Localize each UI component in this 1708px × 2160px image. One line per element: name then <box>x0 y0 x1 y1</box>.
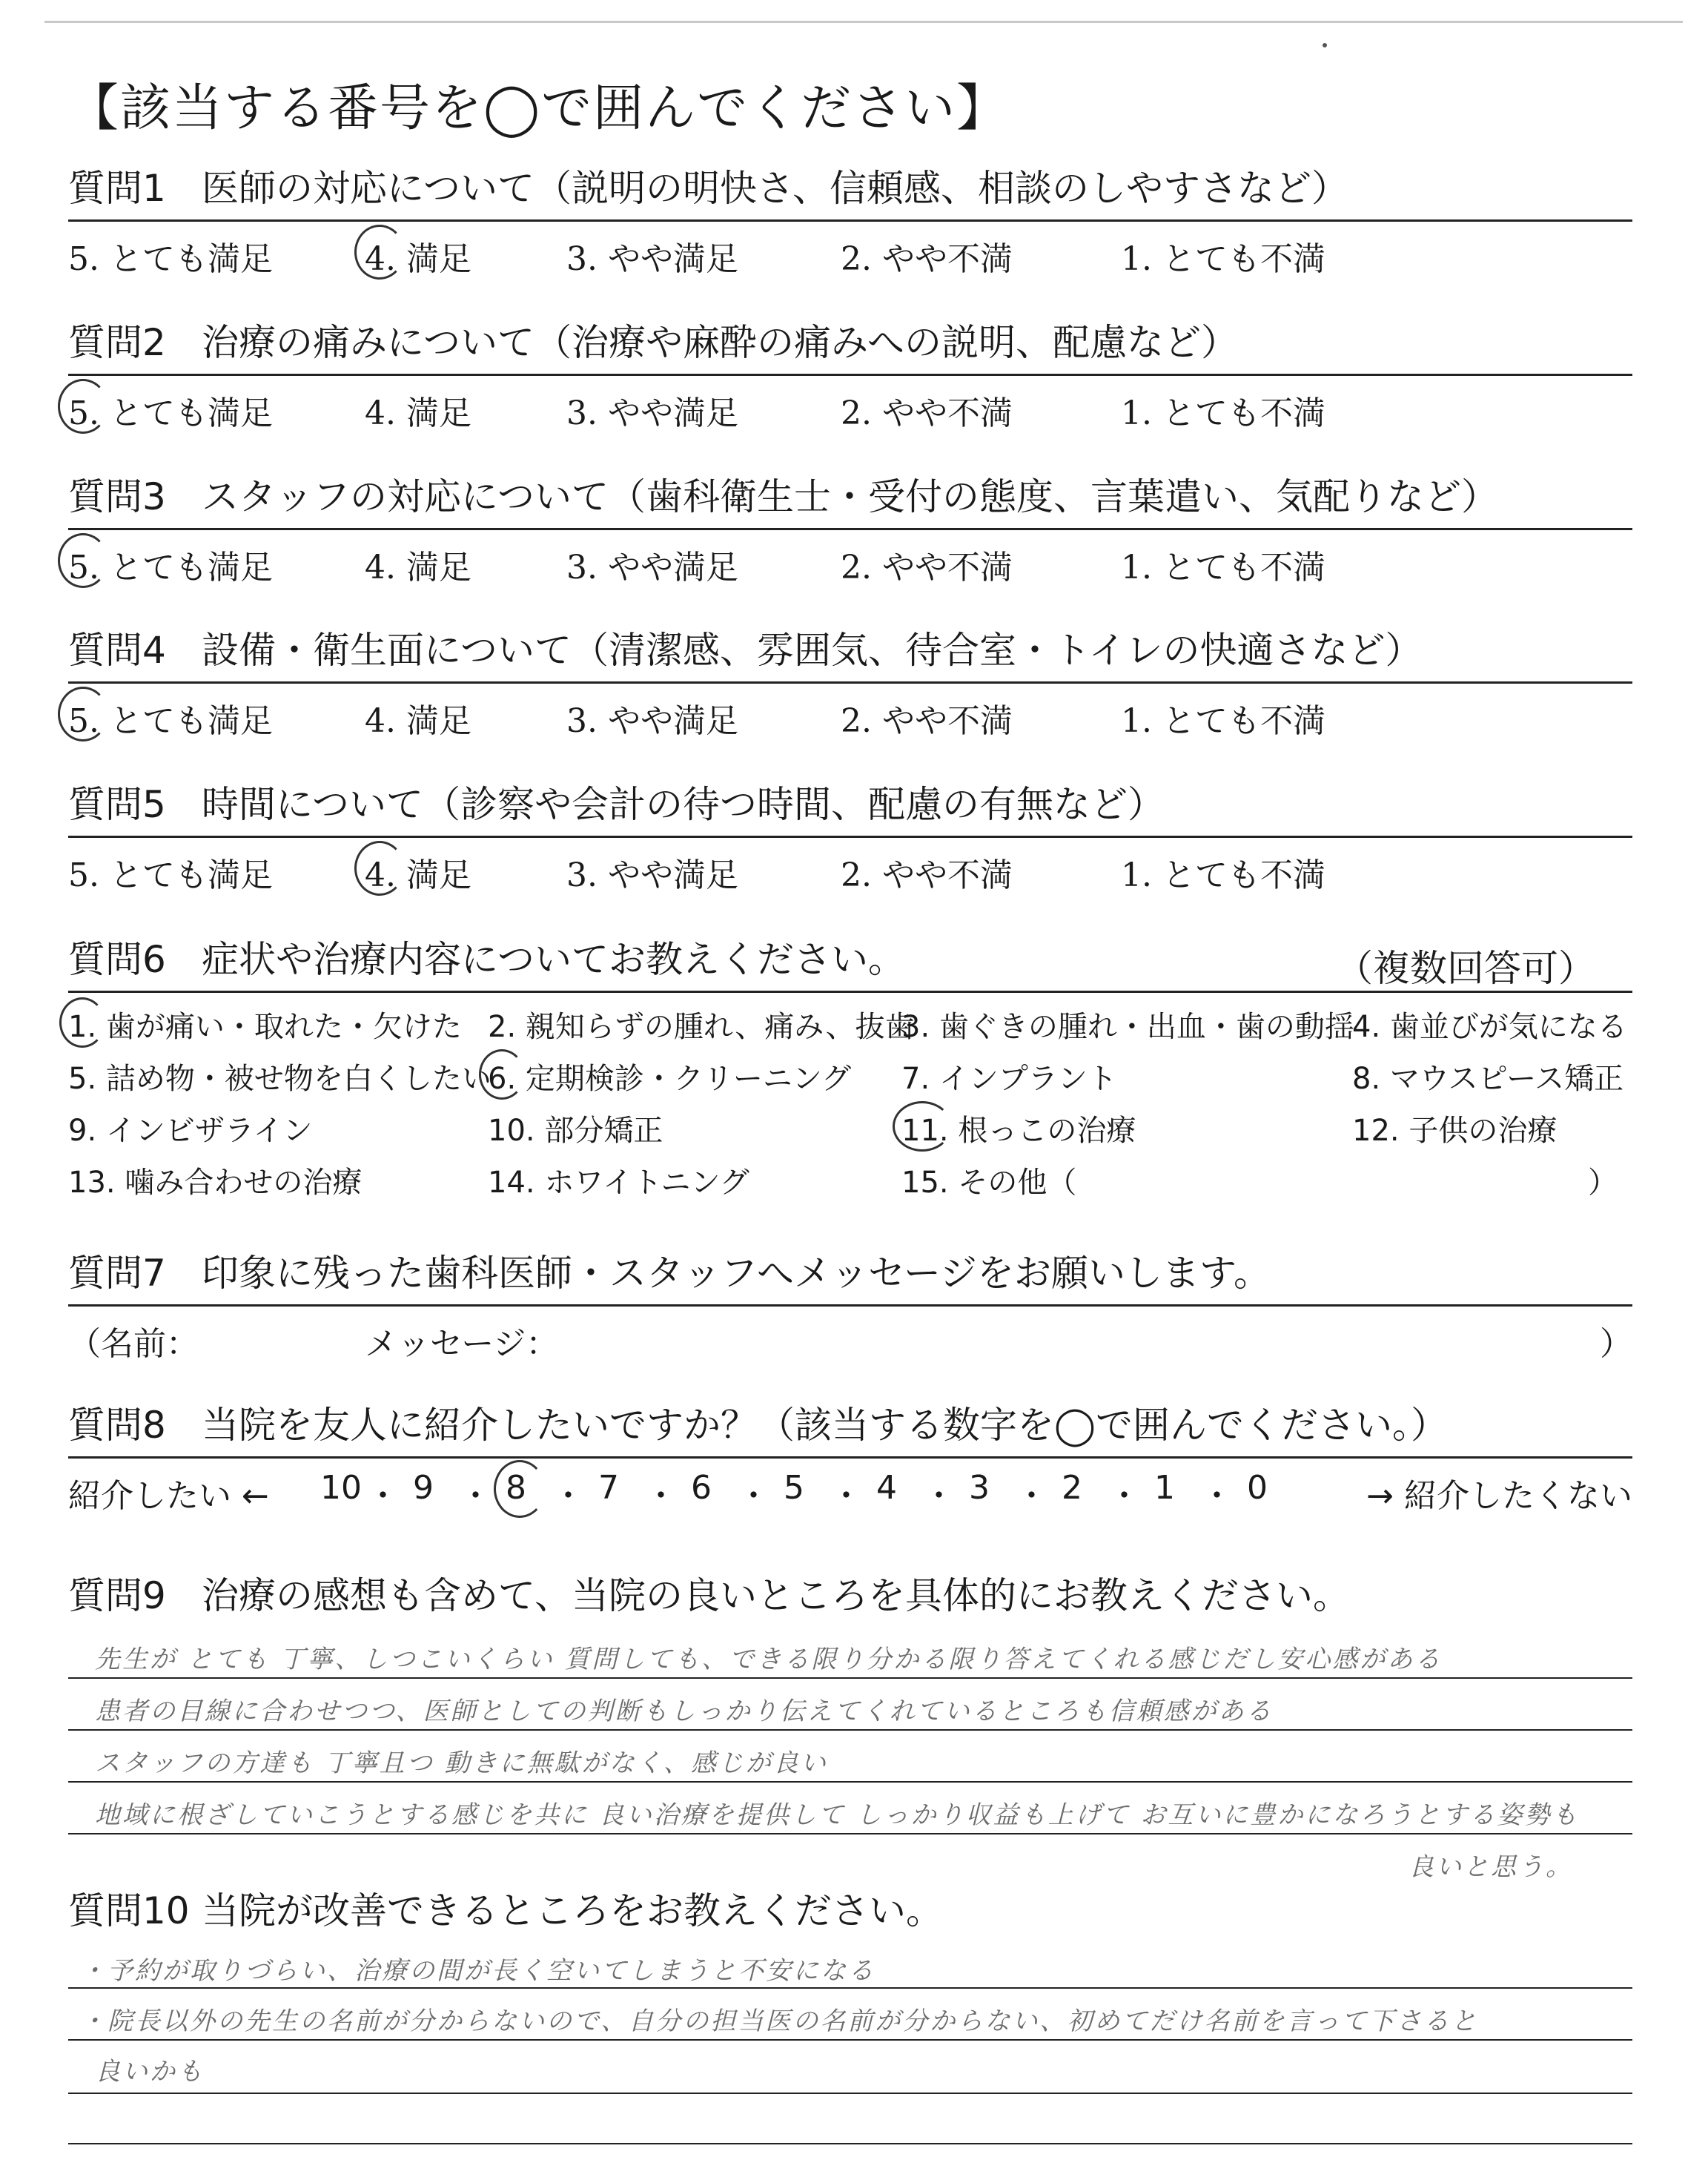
question-number: 質問2 <box>68 321 166 364</box>
instruction-header: 【該当する番号を◯で囲んでください】 <box>68 79 1009 138</box>
symptom-option[interactable]: 13. 噛み合わせの治療 <box>68 1166 363 1200</box>
scale-value[interactable]: 6 <box>691 1469 712 1507</box>
question-10 <box>68 1887 1632 1935</box>
scale-separator: ・ <box>459 1477 492 1515</box>
rating-option[interactable]: 3. やや満足 <box>566 856 738 894</box>
rating-option[interactable]: 3. やや満足 <box>566 549 738 587</box>
scale-value[interactable]: 4 <box>876 1469 897 1507</box>
rating-option[interactable]: 5. とても満足 <box>68 702 273 740</box>
selection-circle <box>354 225 405 280</box>
writing-line <box>68 1781 1632 1783</box>
question-title: 治療の感想も含めて、当院の良いところを具体的にお教えください。 <box>202 1574 1350 1617</box>
question-1 <box>68 165 1632 278</box>
rating-option[interactable]: 3. やや満足 <box>566 702 738 740</box>
rating-option[interactable]: 4. 満足 <box>365 549 471 587</box>
rating-option[interactable]: 5. とても満足 <box>68 549 273 587</box>
scale-value[interactable]: 2 <box>1062 1469 1082 1507</box>
question-9 <box>68 1572 1632 1619</box>
question-title: 治療の痛みについて（治療や麻酔の痛みへの説明、配慮など） <box>202 321 1238 364</box>
scale-separator: ・ <box>552 1477 585 1515</box>
handwritten-answer: スタッフの方達も 丁寧且つ 動きに無駄がなく、感じが良い <box>95 1748 828 1778</box>
rating-option[interactable]: 3. やや満足 <box>566 394 738 432</box>
question-title: 当院が改善できるところをお教えください。 <box>202 1889 943 1932</box>
scale-separator: ・ <box>1200 1477 1234 1515</box>
rating-options <box>68 376 1632 432</box>
speck <box>1323 43 1327 47</box>
question-number: 質問3 <box>68 475 166 518</box>
question-6 <box>68 936 1632 1208</box>
message-label: メッセージ： <box>365 1325 559 1363</box>
question-title: 時間について（診察や会計の待つ時間、配慮の有無など） <box>202 783 1165 826</box>
selection-circle <box>494 1460 546 1518</box>
scale-separator: ・ <box>1015 1477 1048 1515</box>
rating-option[interactable]: 5. とても満足 <box>68 394 273 432</box>
scale-separator: ・ <box>737 1477 770 1515</box>
handwritten-answer: 先生が とても 丁寧、しつこいくらい 質問しても、できる限り分かる限り答えてくれる感じだし安心感がある <box>95 1645 1443 1674</box>
question-number: 質問5 <box>68 783 166 826</box>
handwritten-answer: ・院長以外の先生の名前が分からないので、自分の担当医の名前が分からない、初めてだけ名前を言って下さると <box>80 2007 1479 2036</box>
scale-separator: ・ <box>1108 1477 1141 1515</box>
selection-circle <box>58 687 108 742</box>
name-label: （名前： <box>68 1325 199 1363</box>
scale-right-label: → 紹介したくない <box>1366 1477 1632 1515</box>
question-title: 印象に残った歯科医師・スタッフへメッセージをお願いします。 <box>202 1252 1271 1295</box>
symptom-option[interactable]: 11. 根っこの治療 <box>901 1114 1136 1148</box>
handwritten-answer: 良いと思う。 <box>1409 1852 1573 1882</box>
symptom-option[interactable]: 2. 親知らずの腫れ、痛み、抜歯 <box>488 1010 915 1044</box>
question-7 <box>68 1249 1632 1363</box>
question-2 <box>68 319 1632 432</box>
scale-value[interactable]: 8 <box>506 1469 526 1507</box>
handwritten-answer: 地域に根ざしていこうとする感じを共に 良い治療を提供して しっかり収益も上げて お互いに豊かになろうとする姿勢も <box>95 1800 1580 1830</box>
question-number: 質問9 <box>68 1574 166 1617</box>
rating-option[interactable]: 4. 満足 <box>365 702 471 740</box>
handwritten-answer: ・予約が取りづらい、治療の間が長く空いてしまうと不安になる <box>80 1956 875 1986</box>
scale-separator: ・ <box>830 1477 863 1515</box>
scale-separator: ・ <box>366 1477 400 1515</box>
question-number: 質問10 <box>68 1889 190 1932</box>
rating-option[interactable]: 4. 満足 <box>365 240 471 278</box>
scale-value[interactable]: 7 <box>598 1469 619 1507</box>
writing-line <box>68 1833 1632 1834</box>
rating-option[interactable]: 4. 満足 <box>365 394 471 432</box>
writing-line <box>68 1729 1632 1731</box>
scale-separator: ・ <box>644 1477 678 1515</box>
rating-option[interactable]: 2. やや不満 <box>841 856 1013 894</box>
symptom-option[interactable]: 7. インプラント <box>901 1062 1117 1096</box>
writing-line <box>68 2039 1632 2041</box>
symptom-option[interactable]: 6. 定期検診・クリーニング <box>488 1062 852 1096</box>
question-number: 質問7 <box>68 1252 166 1295</box>
symptom-option[interactable]: 5. 詰め物・被せ物を白くしたい <box>68 1062 491 1096</box>
question-title: 設備・衛生面について（清潔感、雰囲気、待合室・トイレの快適さなど） <box>202 629 1423 672</box>
rating-options <box>68 684 1632 740</box>
symptom-option[interactable]: 10. 部分矯正 <box>488 1114 663 1148</box>
writing-line <box>68 1677 1632 1679</box>
question-3 <box>68 473 1632 587</box>
writing-line <box>68 1987 1632 1989</box>
question-5 <box>68 781 1632 894</box>
symptom-option[interactable]: 3. 歯ぐきの腫れ・出血・歯の動揺 <box>901 1010 1354 1044</box>
rating-option[interactable]: 5. とても満足 <box>68 856 273 894</box>
selection-circle <box>58 533 108 588</box>
scale-value[interactable]: 3 <box>969 1469 990 1507</box>
rating-option[interactable]: 1. とても不満 <box>1121 394 1325 432</box>
question-title: 症状や治療内容についてお教えください。 <box>202 938 905 981</box>
selection-circle <box>59 997 105 1048</box>
question-number: 質問6 <box>68 938 166 981</box>
symptom-option[interactable]: 9. インビザライン <box>68 1114 313 1148</box>
question-title: スタッフの対応について（歯科衛生士・受付の態度、言葉遣い、気配りなど） <box>202 475 1498 518</box>
question-8 <box>68 1401 1632 1518</box>
symptom-option[interactable]: 1. 歯が痛い・取れた・欠けた <box>68 1010 462 1044</box>
rating-options <box>68 530 1632 587</box>
handwritten-answer: 良いかも <box>95 2057 205 2087</box>
writing-line <box>68 2143 1632 2144</box>
symptom-option[interactable]: 4. 歯並びが気になる <box>1352 1010 1627 1044</box>
rating-option[interactable]: 1. とても不満 <box>1121 240 1325 278</box>
question-title: 医師の対応について（説明の明快さ、信頼感、相談のしやすさなど） <box>202 167 1348 210</box>
scale-separator: ・ <box>922 1477 956 1515</box>
question-title: 当院を友人に紹介したいですか？（該当する数字を◯で囲んでください。） <box>202 1404 1448 1447</box>
close-paren: ） <box>1600 1325 1632 1363</box>
selection-circle <box>479 1049 525 1100</box>
rating-option[interactable]: 5. とても満足 <box>68 240 273 278</box>
rating-options <box>68 838 1632 894</box>
top-border <box>44 21 1683 23</box>
scale-value[interactable]: 0 <box>1247 1469 1268 1507</box>
scale-value[interactable]: 9 <box>413 1469 434 1507</box>
scale-value[interactable]: 1 <box>1154 1469 1175 1507</box>
scale-value[interactable]: 5 <box>784 1469 804 1507</box>
symptom-option[interactable]: 8. マウスピース矯正 <box>1352 1062 1624 1096</box>
rating-option[interactable]: 1. とても不満 <box>1121 856 1325 894</box>
rating-option[interactable]: 3. やや満足 <box>566 240 738 278</box>
scale-value[interactable]: 10 <box>320 1469 362 1507</box>
scale-left-label: 紹介したい ← <box>68 1477 269 1515</box>
selection-circle <box>354 841 405 896</box>
symptom-option[interactable]: 14. ホワイトニング <box>488 1166 749 1200</box>
symptom-option[interactable]: 15. その他（ <box>901 1166 1077 1200</box>
selection-circle <box>58 379 108 434</box>
rating-option[interactable]: 1. とても不満 <box>1121 702 1325 740</box>
question-number: 質問4 <box>68 629 166 672</box>
selection-circle <box>893 1101 952 1152</box>
options-grid <box>68 993 1632 1208</box>
question-number: 質問1 <box>68 167 166 210</box>
handwritten-answer: 患者の目線に合わせつつ、医師としての判断もしっかり伝えてくれているところも信頼感がある <box>95 1697 1274 1726</box>
close-paren: ） <box>1588 1166 1618 1200</box>
rating-option[interactable]: 2. やや不満 <box>841 394 1013 432</box>
rating-option[interactable]: 1. とても不満 <box>1121 549 1325 587</box>
rating-option[interactable]: 4. 満足 <box>365 856 471 894</box>
recommend-scale <box>68 1459 1632 1518</box>
question-number: 質問8 <box>68 1404 166 1447</box>
multiple-answers-note: （複数回答可） <box>1336 947 1595 990</box>
rating-option[interactable]: 2. やや不満 <box>841 240 1013 278</box>
question-4 <box>68 627 1632 740</box>
writing-line <box>68 2093 1632 2094</box>
rating-option[interactable]: 2. やや不満 <box>841 702 1013 740</box>
rating-options <box>68 222 1632 278</box>
symptom-option[interactable]: 12. 子供の治療 <box>1352 1114 1558 1148</box>
rating-option[interactable]: 2. やや不満 <box>841 549 1013 587</box>
